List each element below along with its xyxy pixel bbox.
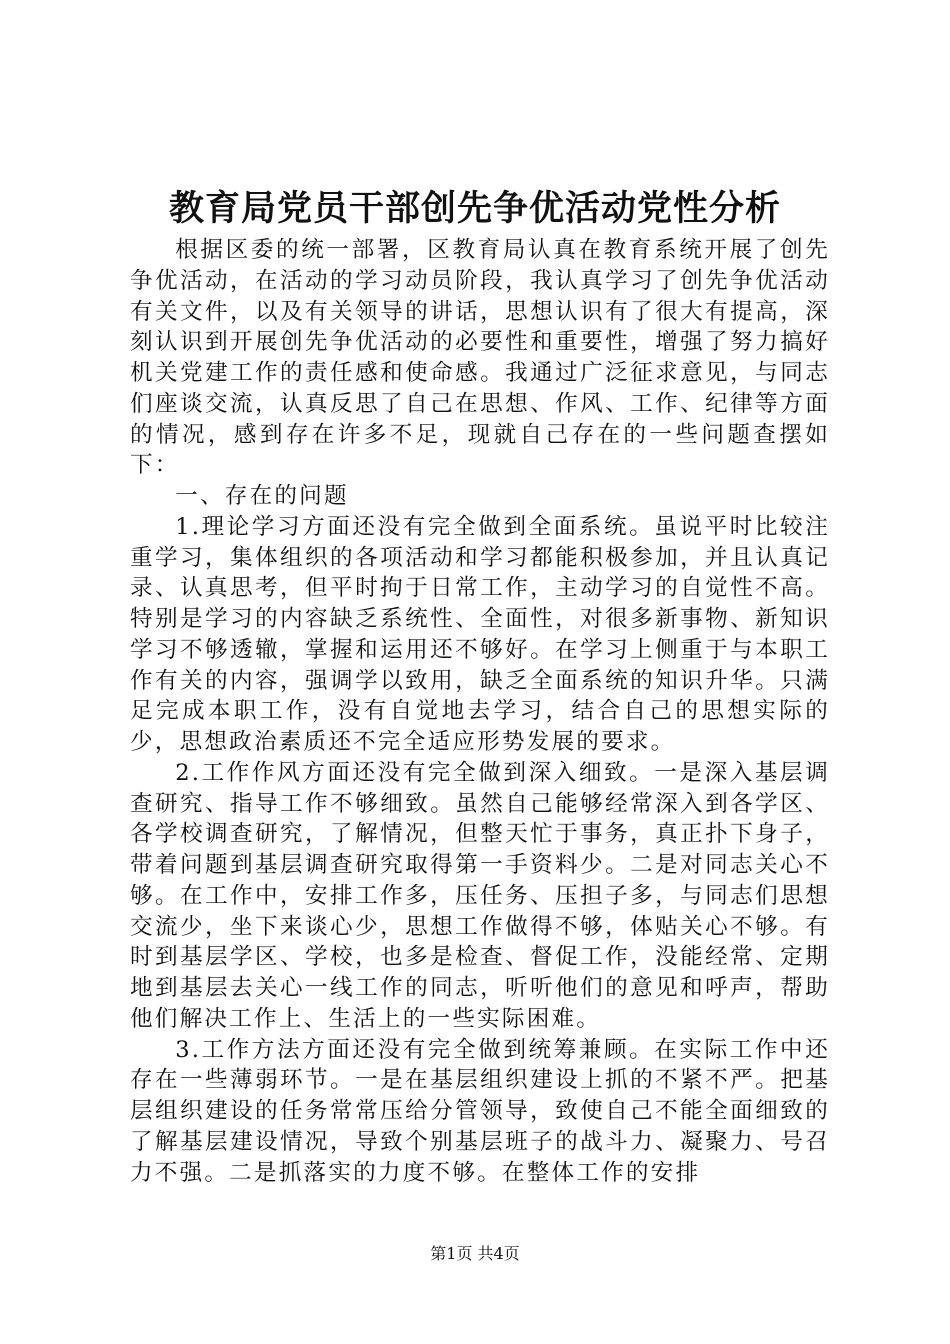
- document-body: [130, 235, 830, 1188]
- page-footer: 第1页 共4页: [430, 1244, 520, 1263]
- paragraph-work-method: 3.工作方法方面还没有完全做到统筹兼顾。在实际工作中还存在一些薄弱环节。一是在基层组织建设上抓的不紧不严。把基层组织建设的任务常常压给分管领导，致使自己不能全面细致的了解基层建设情况，导致个别基层班子的战斗力、凝聚力、号召力不强。二是抓落实的力度不够。在整体工作的安排: [130, 1036, 830, 1186]
- section-heading-existing-problems: 一、存在的问题: [175, 483, 349, 509]
- paragraph-work-style: 2.工作作风方面还没有完全做到深入细致。一是深入基层调查研究、指导工作不够细致。虽然自己能够经常深入到各学区、各学校调查研究，了解情况，但整天忙于事务，真正扑下身子，带着问题到基层调查研究取得第一手资料少。二是对同志关心不够。在工作中，安排工作多，压任务、压担子多，与同志们思想交流少，坐下来谈心少，思想工作做得不够，体贴关心不够。有时到基层学区、学校，也多是检查、督促工作，没能经常、定期地到基层去关心一线工作的同志，听听他们的意见和呼声，帮助他们解决工作上、生活上的一些实际困难。: [130, 759, 830, 1032]
- paragraph-theory-study: 1.理论学习方面还没有完全做到全面系统。虽说平时比较注重学习，集体组织的各项活动和学习都能积极参加，并且认真记录、认真思考，但平时拘于日常工作，主动学习的自觉性不高。特别是学习的内容缺乏系统性、全面性，对很多新事物、新知识学习不够透辙，掌握和运用还不够好。在学习上侧重于与本职工作有关的内容，强调学以致用，缺乏全面系统的知识升华。只满足完成本职工作，没有自觉地去学习，结合自己的思想实际的少，思想政治素质还不完全适应形势发展的要求。: [130, 513, 830, 755]
- document-title: 教育局党员干部创先争优活动党性分析: [168, 189, 781, 229]
- intro-paragraph: 根据区委的统一部署，区教育局认真在教育系统开展了创先争优活动，在活动的学习动员阶段，我认真学习了创先争优活动有关文件，以及有关领导的讲话，思想认识有了很大有提高，深刻认识到开展创先争优活动的必要性和重要性，增强了努力搞好机关党建工作的责任感和使命感。我通过广泛征求意见，与同志们座谈交流，认真反思了自己在思想、作风、工作、纪律等方面的情况，感到存在许多不足，现就自己存在的一些问题查摆如下：: [130, 237, 830, 479]
